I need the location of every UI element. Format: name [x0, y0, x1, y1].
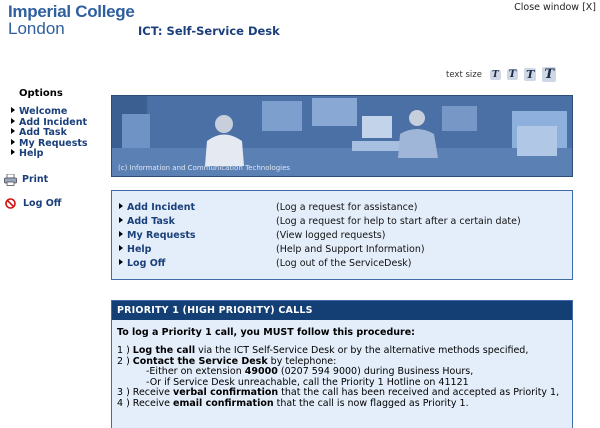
- step-emphasis: Log the call: [132, 345, 196, 356]
- arrow-right-icon: [11, 128, 15, 134]
- text-size-large-button[interactable]: T: [526, 68, 535, 81]
- menu-row-add-incident: [112, 200, 572, 214]
- menu-description: (Log out of the ServiceDesk): [276, 257, 412, 269]
- step-number: 1 ): [117, 345, 133, 356]
- menu-link-label: Add Incident: [127, 201, 195, 213]
- menu-link-label: Add Task: [127, 215, 175, 227]
- sidebar-link-label: Add Task: [19, 127, 67, 138]
- procedure-step-2a: [146, 367, 572, 378]
- menu-link-label: Help: [127, 243, 152, 255]
- log-off-label: Log Off: [23, 197, 62, 209]
- sidebar-link-label: Welcome: [19, 106, 68, 117]
- arrow-right-icon: [119, 231, 123, 237]
- sidebar: [0, 88, 105, 209]
- step-text: -Either on extension: [146, 366, 245, 377]
- step-text: (0207 594 9000) during Business Hours,: [277, 366, 474, 377]
- menu-link-add-task[interactable]: [112, 216, 276, 227]
- menu-description: (Help and Support Information): [276, 243, 425, 255]
- print-link[interactable]: [4, 174, 105, 186]
- arrow-right-icon: [119, 203, 123, 209]
- page-title: ICT: Self-Service Desk: [138, 24, 280, 38]
- text-size-medium-button[interactable]: T: [508, 69, 517, 80]
- step-emphasis: email confirmation: [173, 397, 274, 409]
- menu-row-log-off: [112, 256, 572, 270]
- arrow-right-icon: [119, 217, 123, 223]
- menu-link-my-requests[interactable]: [112, 230, 276, 241]
- quick-links-panel: [111, 190, 573, 280]
- menu-link-help[interactable]: [112, 244, 276, 255]
- banner-photo: [111, 95, 573, 177]
- step-text: that the call is now flagged as Priority 1.: [273, 397, 469, 409]
- priority-intro: To log a Priority 1 call, you MUST follow this procedure:: [117, 327, 415, 338]
- arrow-right-icon: [11, 118, 15, 124]
- arrow-right-icon: [11, 139, 15, 145]
- no-entry-icon: [5, 198, 16, 209]
- step-text: 3 ) Receive: [117, 387, 174, 398]
- sidebar-link-help[interactable]: [11, 149, 105, 160]
- logo-line2: London: [8, 19, 65, 38]
- arrow-right-icon: [11, 107, 15, 113]
- menu-row-help: [112, 242, 572, 256]
- step-emphasis: 49000: [244, 366, 278, 377]
- sidebar-link-label: Add Incident: [19, 116, 87, 128]
- priority-heading: PRIORITY 1 (HIGH PRIORITY) CALLS: [112, 301, 572, 320]
- printer-icon: [4, 174, 17, 186]
- menu-row-my-requests: [112, 228, 572, 242]
- menu-link-label: My Requests: [127, 229, 196, 241]
- menu-link-label: Log Off: [127, 257, 166, 269]
- arrow-right-icon: [11, 149, 15, 155]
- print-label: Print: [22, 174, 49, 185]
- priority-panel: [111, 300, 573, 428]
- options-heading: Options: [19, 88, 63, 99]
- step-text: by telephone:: [267, 355, 337, 367]
- procedure-step-2b: -Or if Service Desk unreachable, call the Priority 1 Hotline on 41121: [146, 376, 469, 388]
- sidebar-link-label: My Requests: [19, 137, 88, 149]
- menu-row-add-task: [112, 214, 572, 228]
- menu-link-add-incident[interactable]: [112, 202, 276, 213]
- step-text: via the ICT Self-Service Desk or by the alternative methods specified,: [195, 345, 529, 356]
- text-size-xlarge-button[interactable]: T: [544, 67, 554, 82]
- arrow-right-icon: [119, 245, 123, 251]
- logo-line1: Imperial College: [8, 2, 135, 21]
- text-size-small-button[interactable]: T: [491, 69, 499, 80]
- step-number: 2 ): [117, 355, 133, 367]
- arrow-right-icon: [119, 259, 123, 265]
- banner-caption: (c) Information and Communication Technologies: [118, 164, 291, 172]
- menu-description: (View logged requests): [276, 229, 386, 241]
- step-text: 4 ) Receive: [117, 397, 174, 409]
- menu-description: (Log a request for assistance): [276, 201, 418, 213]
- menu-link-log-off[interactable]: [112, 258, 276, 269]
- close-window-link[interactable]: Close window [X]: [514, 2, 596, 13]
- imperial-college-logo: [8, 3, 135, 37]
- step-emphasis: Contact the Service Desk: [132, 355, 268, 367]
- log-off-link[interactable]: [4, 198, 105, 209]
- text-size-control: [446, 67, 562, 82]
- text-size-label: text size: [446, 69, 482, 80]
- step-emphasis: verbal confirmation: [173, 387, 279, 398]
- menu-description: (Log a request for help to start after a certain date): [276, 215, 521, 227]
- sidebar-link-label: Help: [19, 148, 44, 159]
- step-text: that the call has been received and accepted as Priority 1,: [278, 387, 560, 398]
- procedure-step-4: [117, 399, 572, 410]
